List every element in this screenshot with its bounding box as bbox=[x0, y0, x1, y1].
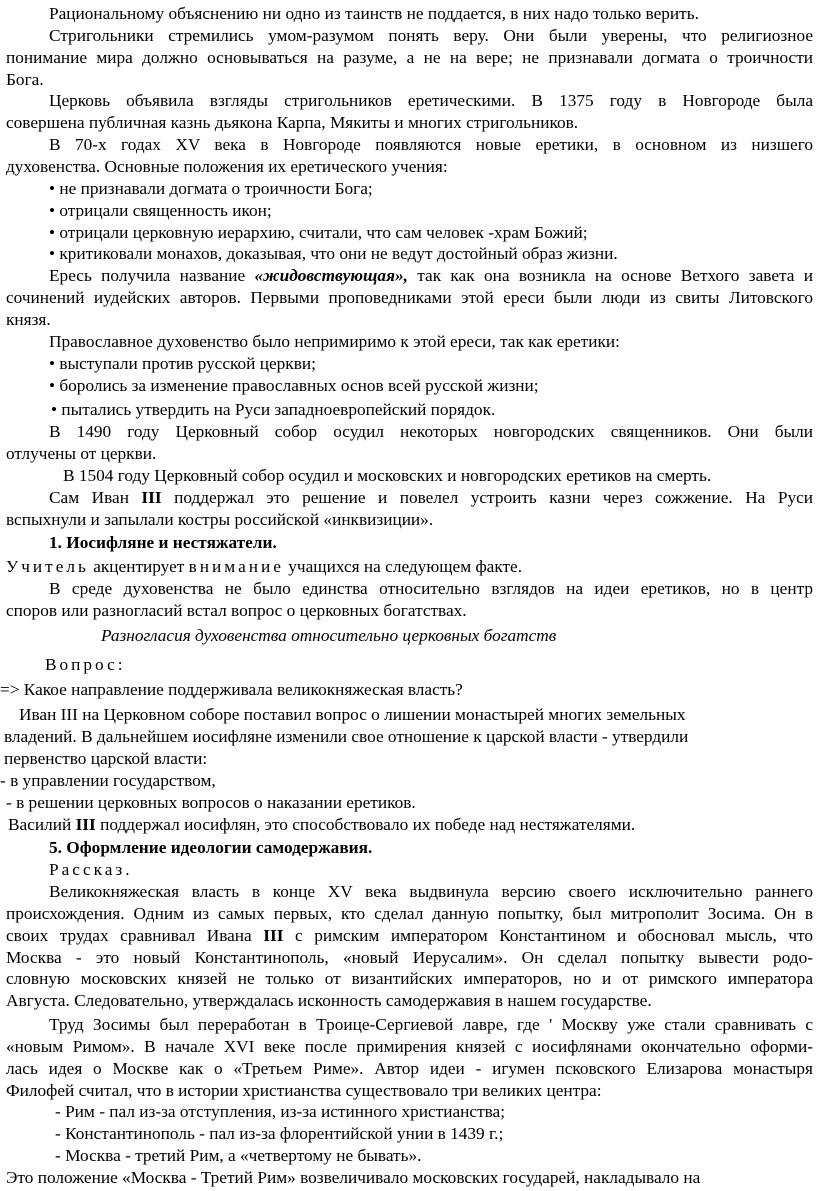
paragraph-line: Августа. Следовательно, утверждалась исконность самодержавия в нашем государстве. bbox=[6, 991, 652, 1011]
list-item: • не признавали догмата о троичности Бога; bbox=[49, 178, 373, 198]
question-label: Вопрос: bbox=[45, 654, 126, 674]
section-heading: 5. Оформление идеологии самодержавия. bbox=[49, 838, 373, 858]
paragraph-line: Бога. bbox=[6, 69, 44, 89]
paragraph-line: Стригольники стремились умом-разумом понять веру. Они были уверены, что религиозное bbox=[49, 25, 813, 45]
list-item: • отрицали священность икон; bbox=[49, 200, 272, 220]
paragraph-line: «новым Римом». В начале XVI веке после примирения князей с иосифлянами окончательно оформи- bbox=[6, 1036, 813, 1056]
paragraph-line: Учитель акцентирует внимание учащихся на следующем факте. bbox=[6, 557, 523, 576]
paragraph-line: В 70-х годах XV века в Новгороде появляются новые еретики, в основном из низшего bbox=[49, 135, 813, 155]
paragraph-line: своих трудах сравнивал Ивана III с римским императором Константином и обосновал мысль, что bbox=[6, 925, 813, 945]
paragraph-line: первенство царской власти: bbox=[4, 749, 208, 768]
list-item: • пытались утвердить на Руси западноевропейский порядок. bbox=[51, 400, 496, 420]
paragraph-line: Иван III на Церковном соборе поставил вопрос о лишении монастырей многих земельных bbox=[19, 705, 686, 725]
paragraph-line: князя. bbox=[6, 310, 51, 329]
subtitle: Разногласия духовенства относительно церковных богатств bbox=[101, 626, 557, 646]
paragraph-line: духовенства. Основные положения их еретического учения: bbox=[6, 157, 448, 176]
paragraph-line: лась идея о Москве как о «Третьем Риме». Автор идеи - игумен псковского Елизарова монастыря bbox=[6, 1058, 813, 1078]
paragraph-line: совершена публичная казнь дьякона Карпа, Мякиты и многих стригольников. bbox=[6, 113, 579, 133]
paragraph-line: Церковь объявила взгляды стригольников еретическими. В 1375 году в Новгороде была bbox=[49, 91, 813, 111]
list-item: - Константинополь - пал из-за флорентийской унии в 1439 г.; bbox=[55, 1124, 504, 1144]
list-item: • критиковали монахов, доказывая, что они не ведут достойный образ жизни. bbox=[49, 244, 618, 264]
paragraph-line: сочинений иудейских авторов. Первыми проповедниками этой ереси были люди из свиты Литовского bbox=[6, 288, 813, 308]
paragraph-line: Москва - это новый Константинополь, «новый Иерусалим». Он сделал попытку вывести родо- bbox=[6, 947, 813, 967]
paragraph-line: Ересь получила название «жидовствующая», так как она возникла на основе Ветхого завета и bbox=[49, 266, 813, 286]
list-item: - Москва - третий Рим, а «четвертому не бывать». bbox=[55, 1146, 422, 1166]
paragraph-line: отлучены от церкви. bbox=[6, 443, 157, 463]
paragraph-line: В 1504 году Церковный собор осудил и московских и новгородских еретиков на смерть. bbox=[63, 465, 712, 485]
paragraph-line: - в управлении государством, bbox=[0, 770, 216, 790]
heresy-name: «жидовствующая», bbox=[254, 266, 408, 286]
paragraph-line: Православное духовенство было непримиримо к этой ереси, так как еретики: bbox=[49, 331, 620, 351]
list-item: • боролись за изменение православных основ всей русской жизни; bbox=[49, 375, 539, 395]
story-label: Рассказ. bbox=[49, 860, 133, 880]
list-item: - Рим - пал из-за отступления, из-за истинного христианства; bbox=[55, 1102, 506, 1122]
paragraph-line: Рациональному объяснению ни одно из таинств не поддается, в них надо только верить. bbox=[49, 4, 699, 23]
paragraph-line: Филофей считал, что в истории христианства существовало три великих центра: bbox=[6, 1080, 602, 1100]
list-item: • отрицали церковную иерархию, считали, что сам человек -храм Божий; bbox=[49, 222, 588, 242]
paragraph-line: Это положение «Москва - Третий Рим» возвеличивало московских государей, накладывало на bbox=[6, 1168, 701, 1187]
paragraph-line: вспыхнули и запылали костры российской «инквизиции». bbox=[6, 509, 434, 529]
section-heading: 1. Иосифляне и нестяжатели. bbox=[49, 533, 277, 553]
paragraph-line: Сам Иван III поддержал это решение и повелел устроить казни через сожжение. На Руси bbox=[49, 487, 814, 507]
paragraph-line: В среде духовенства не было единства относительно взглядов на идеи еретиков, но в центр bbox=[49, 578, 813, 598]
paragraph-line: споров или разногласий встал вопрос о церковных богатствах. bbox=[6, 600, 467, 620]
paragraph-line: словную московских князей не только от византийских императоров, но и от римского императора bbox=[6, 969, 813, 989]
paragraph-line: понимание мира должно основываться на разуме, а не на вере; не признавали догмата о троичности bbox=[6, 47, 813, 67]
paragraph-line: - в решении церковных вопросов о наказании еретиков. bbox=[6, 792, 416, 812]
question: => Какое направление поддерживала великокняжеская власть? bbox=[0, 679, 463, 699]
list-item: • выступали против русской церкви; bbox=[49, 353, 316, 373]
paragraph-line: В 1490 году Церковный собор осудил некоторых новгородских священников. Они были bbox=[49, 422, 813, 442]
paragraph-line: Труд Зосимы был переработан в Троице-Сергиевой лавре, где ' Москву уже стали сравнивать с bbox=[49, 1015, 813, 1034]
paragraph-line: Великокняжеская власть в конце XV века выдвинула версию своего исключительно раннего bbox=[49, 882, 813, 901]
paragraph-line: происхождения. Одним из самых первых, кто сделал данную попытку, был митрополит Зосима. Он в bbox=[6, 903, 813, 923]
paragraph-line: владений. В дальнейшем иосифляне изменили свое отношение к царской власти - утвердили bbox=[4, 727, 689, 747]
paragraph-line: Василий III поддержал иосифлян, это способствовало их победе над нестяжателями. bbox=[8, 814, 636, 834]
